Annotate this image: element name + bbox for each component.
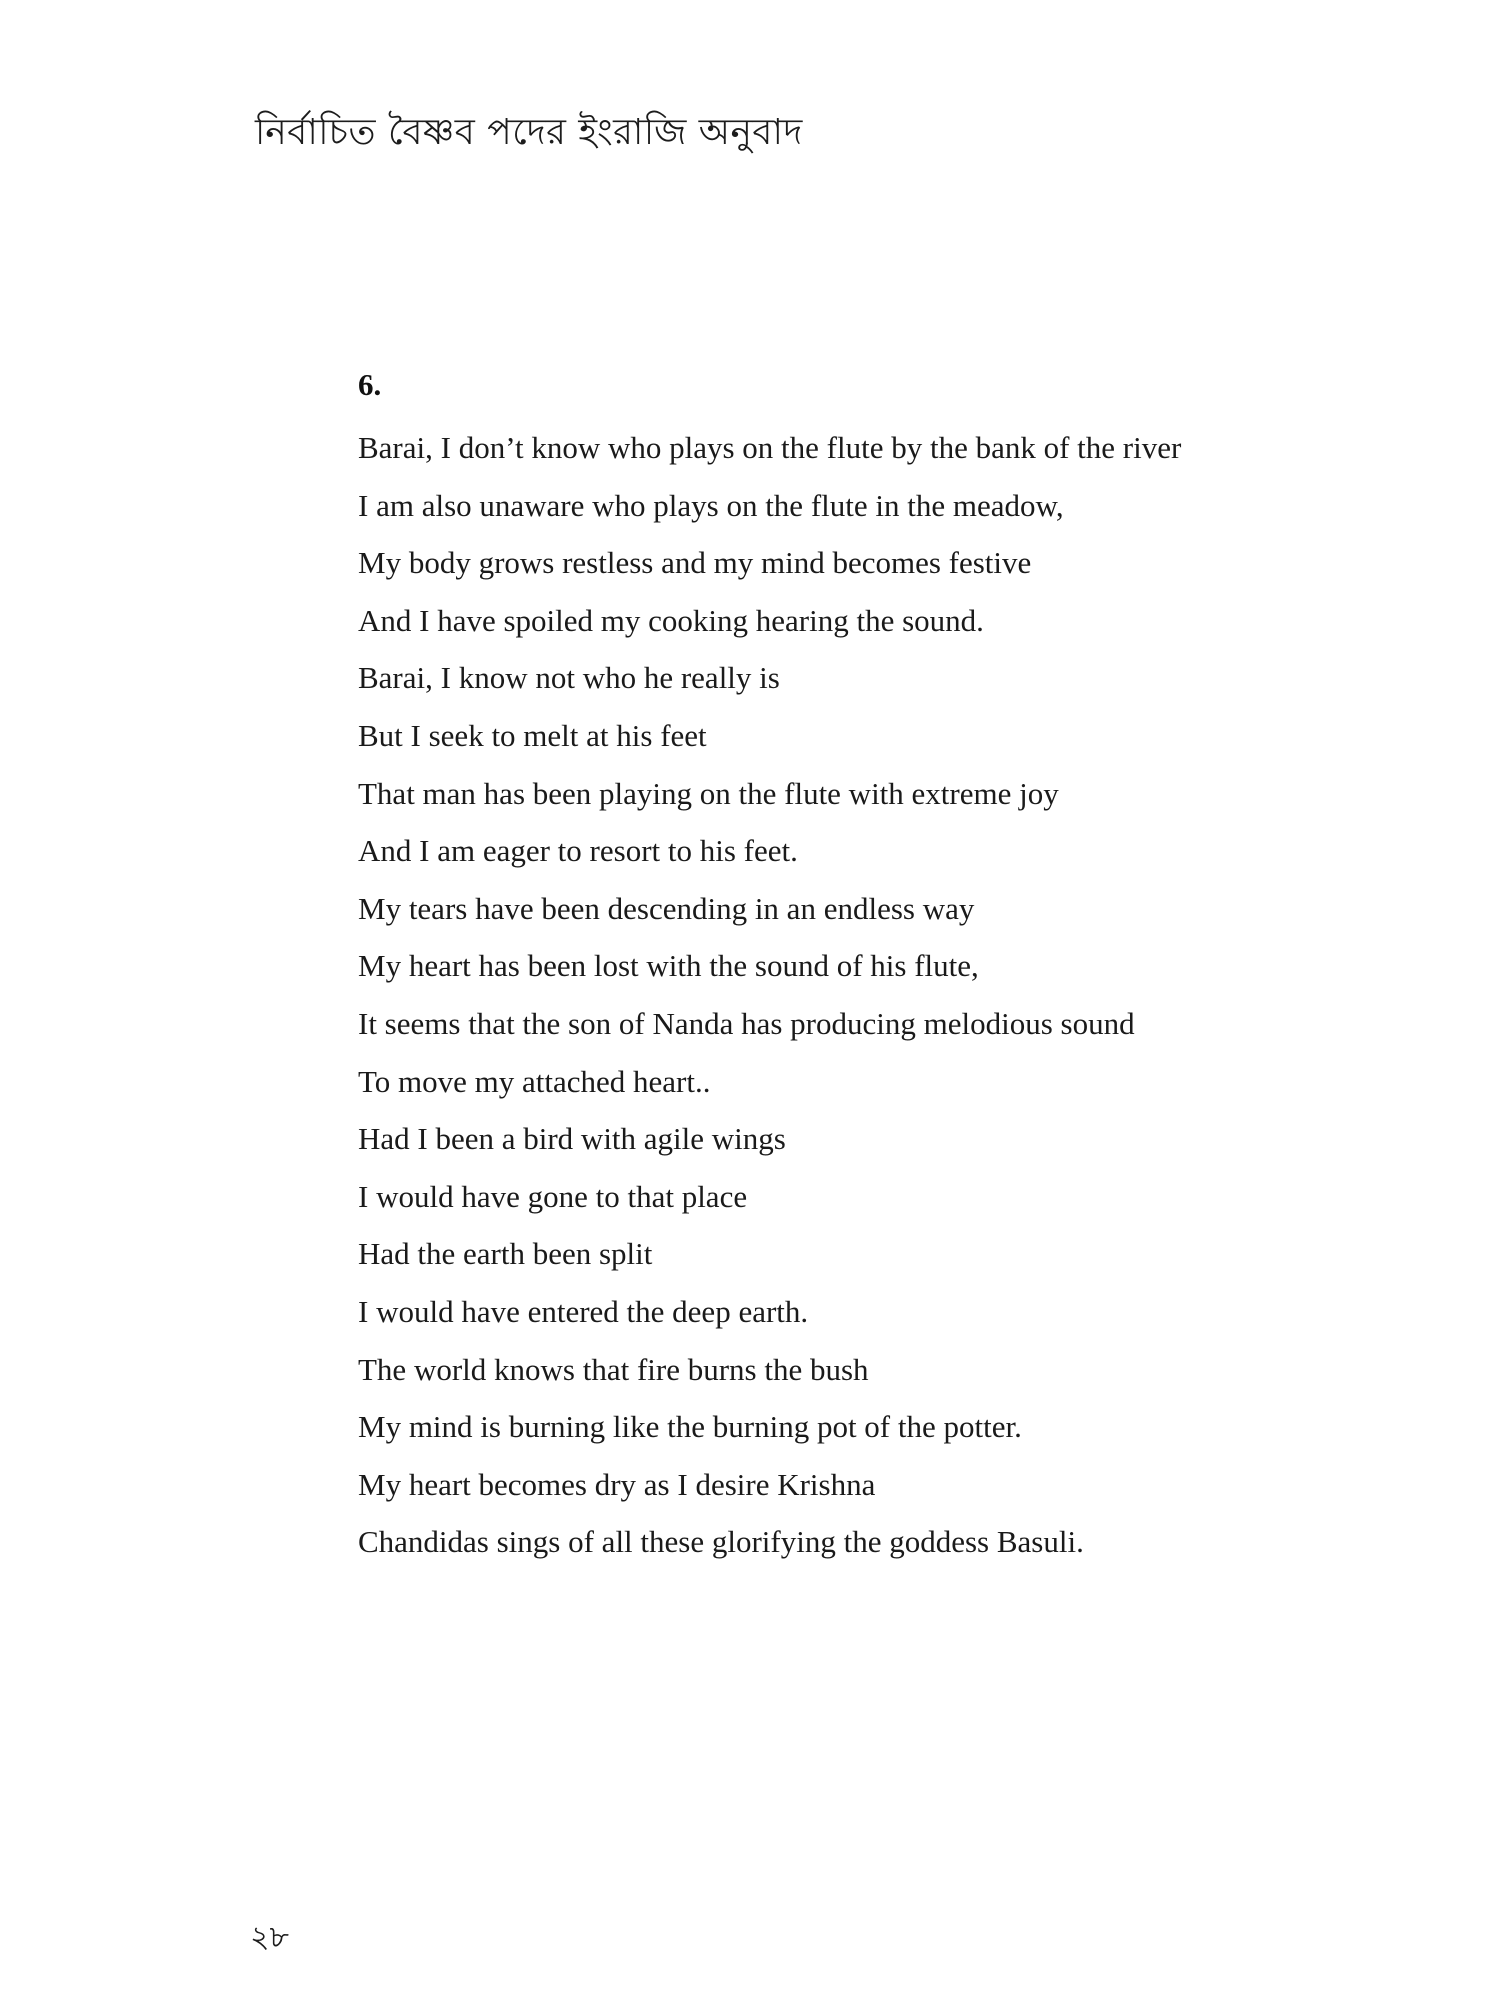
poem-line: The world knows that fire burns the bush bbox=[358, 1351, 869, 1387]
poem-line: My body grows restless and my mind becomes festive bbox=[358, 545, 1032, 581]
poem-line: Barai, I don’t know who plays on the flute by the bank of the river bbox=[358, 430, 1182, 465]
poem-line: My tears have been descending in an endless way bbox=[358, 890, 975, 926]
poem-line: And I am eager to resort to his feet. bbox=[358, 833, 798, 869]
running-header: নির্বাচিত বৈষ্ণব পদের ইংরাজি অনুবাদ bbox=[255, 112, 803, 153]
poem-line: That man has been playing on the flute with extreme joy bbox=[358, 775, 1059, 811]
poem-line: My heart becomes dry as I desire Krishna bbox=[358, 1466, 876, 1502]
poem-lines bbox=[358, 419, 1358, 1571]
poem-line: My mind is burning like the burning pot of the potter. bbox=[358, 1409, 1022, 1445]
poem-line: But I seek to melt at his feet bbox=[358, 717, 707, 753]
poem-number: 6. bbox=[358, 367, 382, 402]
poem-line: I would have gone to that place bbox=[358, 1178, 748, 1214]
poem-line: Had the earth been split bbox=[358, 1236, 653, 1272]
poem-line: I am also unaware who plays on the flute in the meadow, bbox=[358, 487, 1064, 523]
poem-line: Had I been a bird with agile wings bbox=[358, 1121, 786, 1157]
poem-line: And I have spoiled my cooking hearing the sound. bbox=[358, 602, 984, 638]
poem bbox=[358, 365, 1358, 1571]
poem-line: My heart has been lost with the sound of his flute, bbox=[358, 948, 979, 984]
poem-line: Barai, I know not who he really is bbox=[358, 660, 780, 696]
poem-line: Chandidas sings of all these glorifying the goddess Basuli. bbox=[358, 1524, 1084, 1560]
poem-line: It seems that the son of Nanda has producing melodious sound bbox=[358, 1005, 1135, 1041]
poem-line: To move my attached heart.. bbox=[358, 1063, 711, 1099]
page-number: ২৮ bbox=[250, 1920, 289, 1955]
poem-line: I would have entered the deep earth. bbox=[358, 1293, 809, 1329]
